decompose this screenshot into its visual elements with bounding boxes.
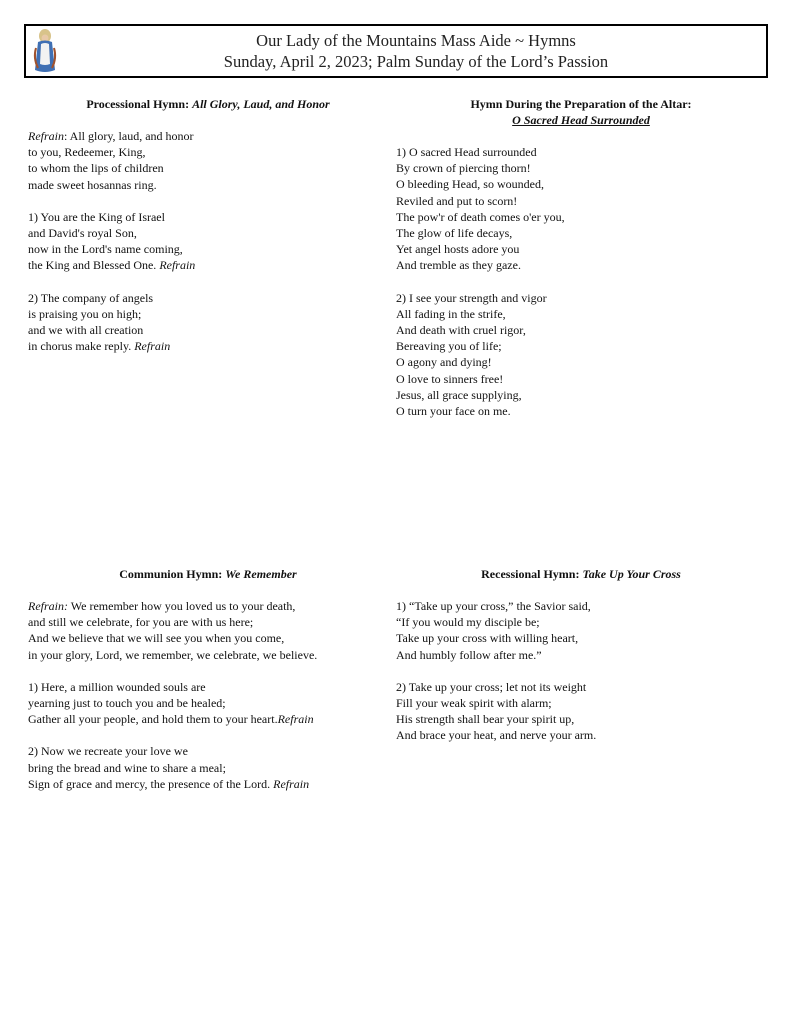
refrain-label: Refrain: (28, 599, 68, 613)
lyric-line: And we believe that we will see you when you come, (28, 631, 285, 646)
recessional-verse-1 (396, 598, 766, 663)
lyric-line: 2) I see your strength and vigor (396, 290, 547, 305)
processional-title-name: All Glory, Laud, and Honor (192, 97, 330, 111)
lyric-line: And tremble as they gaze. (396, 258, 521, 273)
header-title: Our Lady of the Mountains Mass Aide ~ Hymns (256, 31, 576, 50)
lyric-line: 1) “Take up your cross,” the Savior said, (396, 599, 591, 613)
lyric-line (28, 338, 388, 354)
recessional-title-name: Take Up Your Cross (582, 567, 681, 581)
recessional-title-prefix: Recessional Hymn: (481, 567, 583, 581)
preparation-verse-2 (396, 290, 766, 420)
communion-hymn (28, 566, 388, 792)
refrain-tag: Refrain (159, 258, 196, 273)
processional-title-prefix: Processional Hymn: (86, 97, 193, 111)
lyric-line: Take up your cross with willing heart, (396, 631, 579, 646)
processional-hymn (28, 96, 388, 354)
lyric-line: yearning just to touch you and be healed; (28, 696, 226, 711)
lyric-line: And death with cruel rigor, (396, 323, 526, 338)
lyric-line: bring the bread and wine to share a meal; (28, 760, 226, 775)
refrain-line (28, 598, 388, 614)
lyric-line: Reviled and put to scorn! (396, 193, 518, 208)
lyric-line: 2) The company of angels (28, 290, 154, 305)
lyric-line: 2) Take up your cross; let not its weight (396, 679, 587, 694)
lyric-line: His strength shall bear your spirit up, (396, 712, 575, 727)
lyric-line: The glow of life decays, (396, 226, 513, 241)
recessional-title (396, 566, 766, 582)
processional-verse-1 (28, 209, 388, 274)
lyric-line: Jesus, all grace supplying, (396, 387, 522, 402)
lyric-line: 1) You are the King of Israel (28, 209, 165, 224)
lyric-line: O love to sinners free! (396, 371, 504, 386)
lyric-line: O turn your face on me. (396, 404, 511, 419)
lyric-line: made sweet hosannas ring. (28, 177, 157, 192)
recessional-verse-2 (396, 679, 766, 744)
lyric-line: O bleeding Head, so wounded, (396, 177, 544, 192)
lyric-line (28, 776, 388, 792)
refrain-first-line: We remember how you loved us to your death, (68, 599, 296, 613)
lyric-line: All fading in the strife, (396, 306, 506, 321)
lyric-line: The pow'r of death comes o'er you, (396, 209, 565, 224)
lyric-text: in chorus make reply. (28, 339, 135, 354)
communion-title (28, 566, 388, 582)
lyric-line (28, 257, 388, 273)
processional-verse-2 (28, 290, 388, 355)
lyric-text: Sign of grace and mercy, the presence of the Lord. (28, 776, 274, 791)
lyric-line: and still we celebrate, for you are with us here; (28, 615, 254, 630)
lyric-line: Bereaving you of life; (396, 339, 502, 354)
lyric-line: and David's royal Son, (28, 226, 137, 241)
header-date: Sunday, April 2, 2023; Palm Sunday of the Lord’s Passion (223, 52, 609, 71)
lyric-line: now in the Lord's name coming, (28, 242, 183, 257)
header-text (66, 30, 766, 72)
communion-verse-2 (28, 743, 388, 792)
refrain-line (28, 128, 388, 144)
communion-title-prefix: Communion Hymn: (119, 567, 226, 581)
lyric-line: and we with all creation (28, 323, 144, 338)
madonna-logo-icon (30, 28, 60, 74)
refrain-label: Refrain (28, 129, 64, 143)
preparation-verse-1 (396, 144, 766, 274)
communion-title-name: We Remember (225, 567, 297, 581)
processional-refrain (28, 128, 388, 193)
lyric-line: And brace your heat, and nerve your arm. (396, 728, 597, 743)
lyric-line: is praising you on high; (28, 306, 142, 321)
lyric-line: By crown of piercing thorn! (396, 161, 531, 176)
preparation-hymn (396, 96, 766, 419)
lyric-line (28, 711, 388, 727)
lyric-line: Yet angel hosts adore you (396, 242, 520, 257)
lyric-line: to you, Redeemer, King, (28, 145, 146, 160)
lyric-line: 2) Now we recreate your love we (28, 744, 188, 759)
page-header (24, 24, 768, 78)
lyric-line: 1) O sacred Head surrounded (396, 145, 537, 159)
lyric-line: Fill your weak spirit with alarm; (396, 696, 552, 711)
refrain-tag: Refrain (273, 776, 310, 791)
lyric-line: “If you would my disciple be; (396, 615, 540, 630)
lyric-line: O agony and dying! (396, 355, 492, 370)
lyric-line: 1) Here, a million wounded souls are (28, 679, 206, 694)
lyric-text: Gather all your people, and hold them to your heart. (28, 712, 278, 727)
recessional-hymn (396, 566, 766, 744)
lyric-text: the King and Blessed One. (28, 258, 160, 273)
refrain-tag: Refrain (134, 339, 171, 354)
refrain-first-line: : All glory, laud, and honor (64, 129, 194, 143)
lyric-line: in your glory, Lord, we remember, we celebrate, we believe. (28, 647, 318, 662)
preparation-title: Hymn During the Preparation of the Altar: (470, 97, 692, 111)
processional-title (28, 96, 388, 112)
communion-verse-1 (28, 679, 388, 728)
refrain-tag: Refrain (277, 712, 314, 727)
lyric-line: And humbly follow after me.” (396, 647, 542, 662)
lyric-line: to whom the lips of children (28, 161, 164, 176)
preparation-subtitle: O Sacred Head Surrounded (512, 113, 650, 127)
communion-refrain (28, 598, 388, 663)
